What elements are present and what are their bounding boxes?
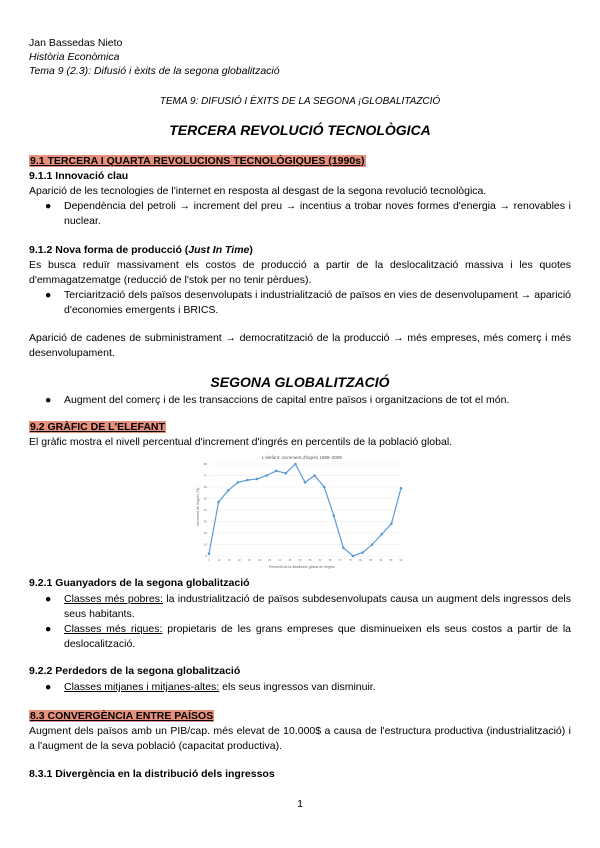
bullet-dot: ● <box>45 681 52 693</box>
chart-data-point <box>237 481 240 484</box>
heading-9-1-1: 9.1.1 Innovació clau <box>29 170 129 182</box>
heading-9-1 <box>29 155 366 167</box>
topic-line: Tema 9 (2.3): Difusió i èxits de la segona globalització <box>29 65 280 77</box>
chart-data-point <box>246 479 249 482</box>
chart-data-point <box>313 474 316 477</box>
elephant-chart <box>195 452 409 570</box>
chart-title: L'elefant: increment d'ingrés 1988–2008 <box>262 455 342 460</box>
chart-x-ticks <box>208 558 403 562</box>
heading-9-2 <box>29 421 166 433</box>
chart-data-point <box>294 463 297 466</box>
label-poor-classes: Classes més pobres: <box>64 593 163 605</box>
author-name: Jan Bassedas Nieto <box>29 37 123 49</box>
bullet-dot: ● <box>45 289 52 301</box>
chart-x-tick-label: 35 <box>268 559 272 562</box>
section-title-tech-revolution: TERCERA REVOLUCIÓ TECNOLÒGICA <box>169 122 431 138</box>
bullet-9-1-1-text: Dependència del petroli → increment del preu → incentius a trobar noves formes d'energia → renovables i nuclear. <box>64 200 571 227</box>
section-title-globalization: SEGONA GLOBALITZACIÓ <box>210 374 390 390</box>
chart-x-tick-label: 85 <box>369 559 373 562</box>
chart-y-tick-label: 20 <box>203 531 207 535</box>
chart-data-point <box>381 533 384 536</box>
chart-y-tick-label: 40 <box>203 508 207 512</box>
chart-data-point <box>265 474 268 477</box>
label-middle-classes: Classes mitjanes i mitjanes-altes: <box>64 681 220 693</box>
heading-8-3-1: 8.3.1 Divergència en la distribució dels ingressos <box>29 768 275 780</box>
bullet-9-1-2 <box>46 288 571 318</box>
bullet-dot: ● <box>45 593 52 605</box>
bullet-losers-middle <box>46 680 571 695</box>
chart-y-tick-label: 70 <box>203 473 207 478</box>
bullet-winners-rich <box>46 622 571 652</box>
chart-data-point <box>217 501 220 504</box>
bullet-globalization <box>46 393 571 408</box>
paragraph-9-1-2: Es busca reduïr massivament els costos de producció a partir de la deslocalització massiva i les quotes d'emmagatzematge (reducció de l'stok per no tenir pèrdues). <box>29 259 571 286</box>
chart-y-tick-label: 60 <box>203 485 207 489</box>
bullet-dot: ● <box>45 200 52 212</box>
chart-x-tick-label: 15 <box>227 559 231 562</box>
chart-data-point <box>256 478 259 481</box>
bullet-winners-rich-text <box>64 622 571 652</box>
chart-x-label: Percentil de la distribució global de l'ingrés <box>268 565 336 569</box>
chart-x-tick-label: 50 <box>298 559 302 562</box>
course-name: Història Econòmica <box>29 51 120 63</box>
chart-x-tick-label: 75 <box>349 559 352 562</box>
chart-x-tick-label: 65 <box>328 559 332 562</box>
chart-x-tick-label: 5 <box>208 559 210 562</box>
heading-9-1-text: 9.1 TERCERA I QUARTA REVOLUCIONS TECNOLÒGIQUES (1990s) <box>30 155 365 167</box>
chart-x-tick-label: 99 <box>399 559 403 562</box>
chart-x-tick-label: 45 <box>288 559 292 562</box>
bullet-winners-poor-text <box>64 592 571 622</box>
heading-9-2-2: 9.2.2 Perdedors de la segona globalització <box>29 665 241 677</box>
chart-y-tick-label: 10 <box>203 542 207 547</box>
label-rich-classes: Classes més riques: <box>64 623 163 635</box>
chart-x-tick-label: 60 <box>318 559 322 562</box>
paragraph-9-1-1: Aparició de les tecnologies de l'internet en resposta al desgast de la segona revolució tecnològica. <box>29 185 487 197</box>
chart-data-point <box>304 481 307 484</box>
chart-y-label: Increment de l'ingrés (%) <box>196 487 200 527</box>
chart-data-point <box>275 470 278 473</box>
chart-x-tick-label: 80 <box>359 559 363 562</box>
heading-9-1-2-suffix: ) <box>249 244 253 256</box>
chart-data-point <box>361 551 364 554</box>
bullet-9-1-1 <box>46 199 571 229</box>
chart-x-tick-label: 70 <box>338 559 342 562</box>
chart-x-tick-label: 40 <box>278 559 282 562</box>
paragraph-9-2: El gràfic mostra el nivell percentual d'increment d'ingrés en percentils de la població global. <box>29 436 453 448</box>
page-number: 1 <box>297 798 303 810</box>
chart-y-tick-label: 0 <box>205 554 207 558</box>
heading-9-1-2-emphasis: Just In Time <box>188 244 250 256</box>
chart-grid <box>209 464 401 556</box>
heading-8-3 <box>29 710 214 722</box>
text-poor-classes: la industrialització de països subdesenvolupats causa un augment dels ingressos dels seus habitants. <box>64 593 571 620</box>
chart-data-point <box>208 552 211 555</box>
chart-data-point <box>390 523 393 526</box>
heading-9-1-2 <box>29 244 253 256</box>
bullet-dot: ● <box>45 394 52 406</box>
bullet-globalization-text: Augment del comerç i de les transaccions de capital entre països i organitzacions de tot el món. <box>64 394 510 406</box>
paragraph-8-3: Augment dels països amb un PIB/cap. més elevat de 10.000$ a causa de l'estructura productiva (industrialització) i a l'augment de la seva població (capacitat productiva). <box>29 725 571 752</box>
chart-data-point <box>352 555 355 558</box>
chart-data-point <box>400 487 403 490</box>
text-middle-classes: els seus ingressos van disminuir. <box>219 681 376 693</box>
chart-data-point <box>342 547 345 550</box>
chart-data-point <box>227 489 230 492</box>
chart-x-tick-label: 95 <box>389 559 393 562</box>
chart-x-tick-label: 20 <box>237 559 241 562</box>
heading-8-3-text: 8.3 CONVERGÈNCIA ENTRE PAÍSOS <box>30 710 214 722</box>
doc-title: TEMA 9: DIFUSIÓ I ÈXITS DE LA SEGONA ¡GLOBALITAZCIÓ <box>159 96 441 107</box>
chart-x-tick-label: 25 <box>247 559 251 562</box>
chart-y-tick-label: 80 <box>203 462 207 466</box>
chart-data-point <box>323 486 326 489</box>
heading-9-1-2-prefix: 9.1.2 Nova forma de producció ( <box>29 244 189 256</box>
text-rich-classes: propietaris de les grans empreses que disminueixen els seus costos a partir de la deslocalització. <box>64 623 572 650</box>
bullet-winners-poor <box>46 592 571 622</box>
heading-9-2-text: 9.2 GRÀFIC DE L'ELEFANT <box>30 421 165 433</box>
paragraph-supply-chains: Aparició de cadenes de subministrament → democratització de la producció → més empreses, més comerç i més desenvolupament. <box>29 332 571 359</box>
chart-y-tick-label: 30 <box>203 519 207 524</box>
chart-y-tick-label: 50 <box>203 496 207 501</box>
chart-y-ticks <box>204 462 208 558</box>
chart-data-point <box>285 472 288 475</box>
chart-x-tick-label: 10 <box>217 559 221 562</box>
bullet-dot: ● <box>45 623 52 635</box>
chart-x-tick-label: 90 <box>379 559 383 562</box>
chart-data-point <box>371 543 374 546</box>
chart-data-point <box>333 514 336 517</box>
bullet-9-1-2-text: Terciarització dels països desenvolupats i industrialització de països en vies de desenvolupament → aparició d'economies emergents i BRICS. <box>64 289 571 316</box>
bullet-losers-middle-text <box>64 680 571 695</box>
chart-x-tick-label: 55 <box>308 559 312 562</box>
chart-x-tick-label: 30 <box>258 559 261 562</box>
heading-9-2-1: 9.2.1 Guanyadors de la segona globalització <box>29 577 250 589</box>
